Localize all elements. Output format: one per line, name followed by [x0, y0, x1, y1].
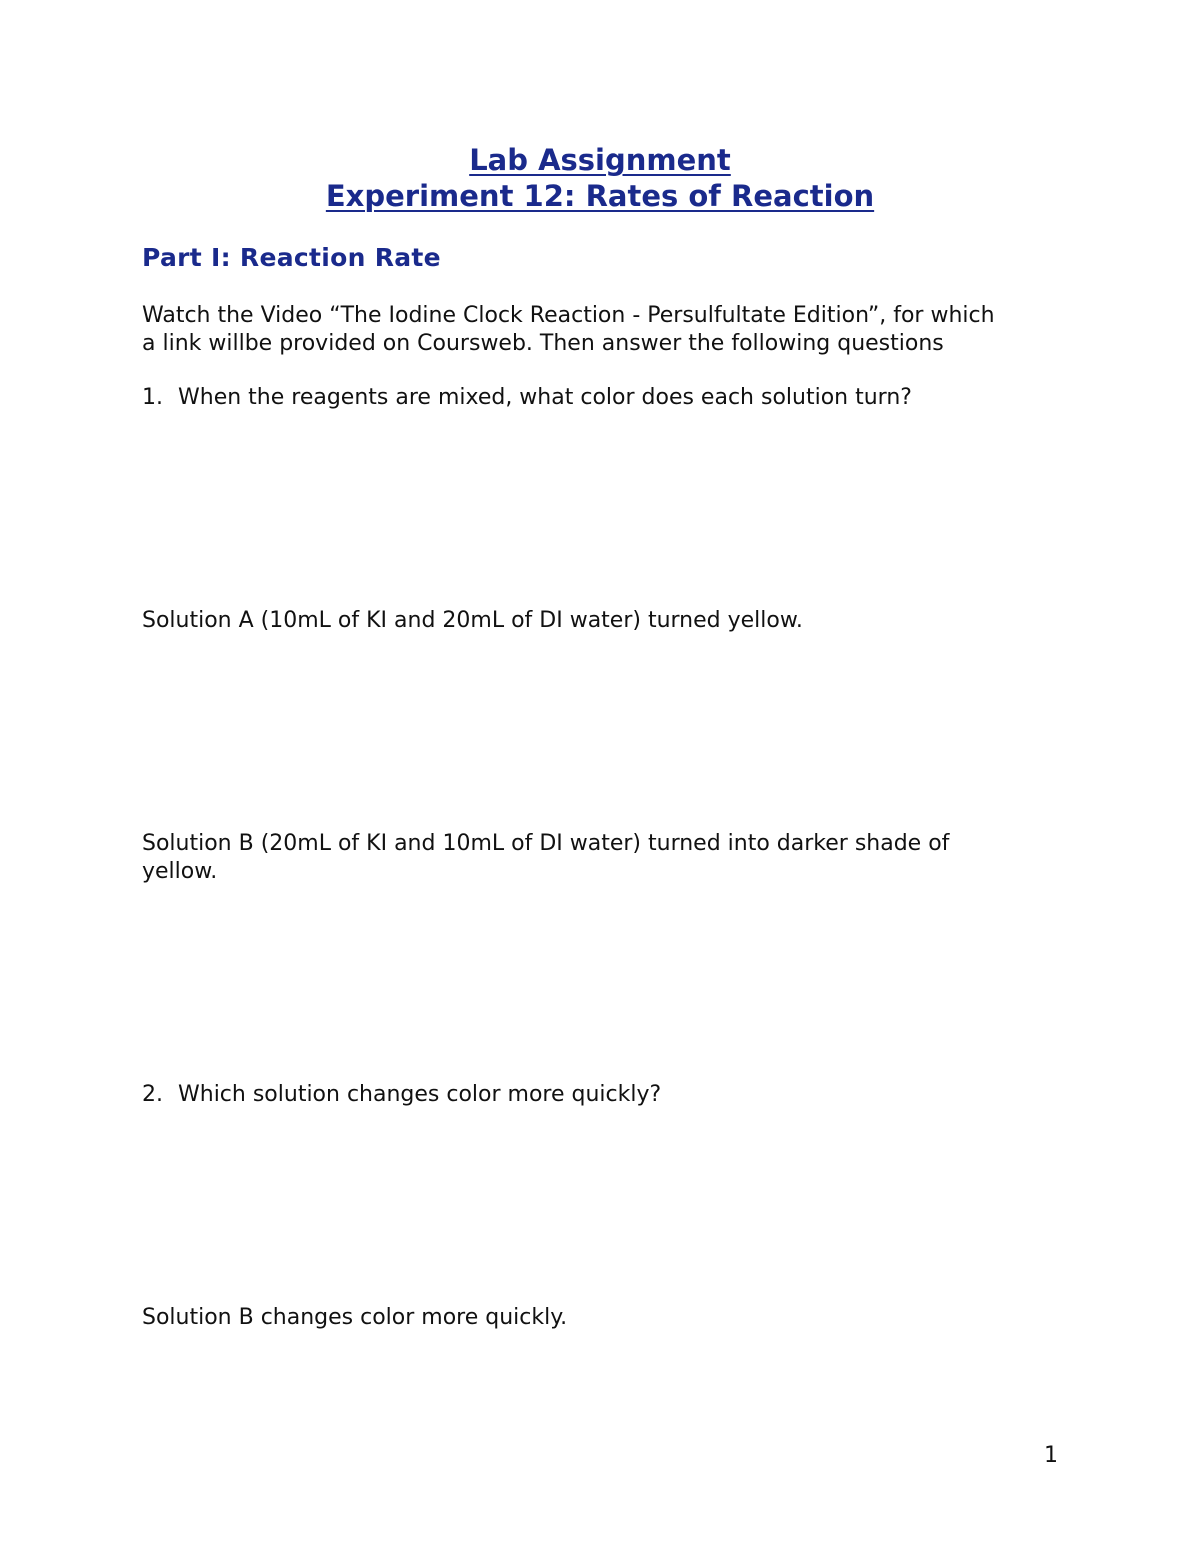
answer-2: Solution B changes color more quickly. — [142, 1305, 568, 1330]
intro-line: a link willbe provided on Coursweb. Then answer the following questions — [142, 331, 944, 356]
page-number: 1 — [1044, 1443, 1058, 1468]
question-2 — [142, 1081, 1072, 1109]
intro-paragraph — [142, 302, 1072, 358]
question-text: When the reagents are mixed, what color does each solution turn? — [178, 385, 912, 410]
document-subtitle: Experiment 12: Rates of Reaction — [325, 179, 875, 213]
section-heading: Part I: Reaction Rate — [142, 243, 441, 272]
intro-line: Watch the Video “The Iodine Clock Reaction - Persulfultate Edition”, for which — [142, 303, 995, 328]
question-number: 1. — [142, 385, 163, 410]
question-number: 2. — [142, 1082, 163, 1107]
question-text: Which solution changes color more quickly? — [178, 1082, 662, 1107]
question-1 — [142, 384, 1072, 412]
answer-1b: Solution B (20mL of KI and 10mL of DI water) turned into darker shade of yellow. — [142, 831, 950, 884]
answer-1a: Solution A (10mL of KI and 20mL of DI water) turned yellow. — [142, 608, 803, 633]
document-title: Lab Assignment — [469, 143, 731, 177]
